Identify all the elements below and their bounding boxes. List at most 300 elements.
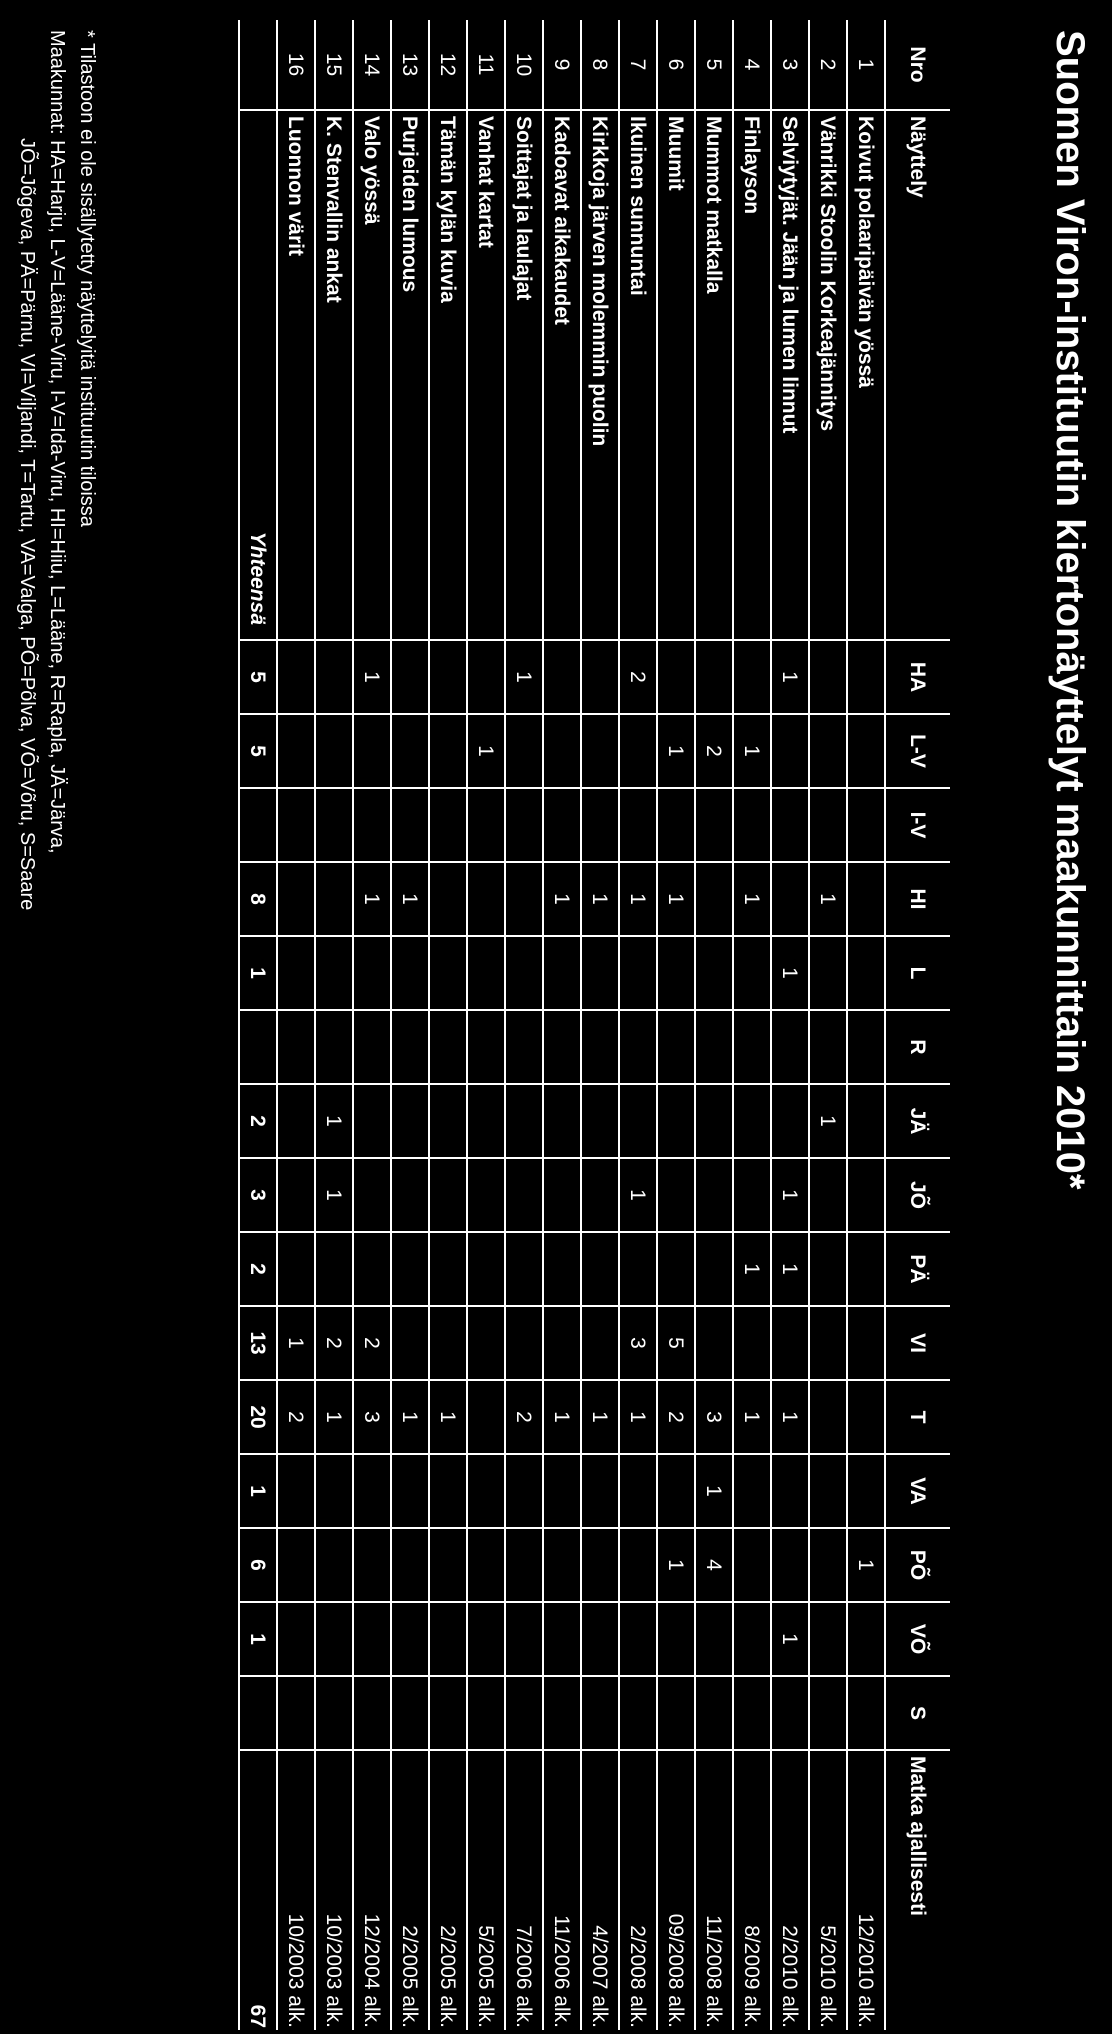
region-count: 1 [809,862,847,936]
region-count [847,1010,885,1084]
region-count [353,714,391,788]
total-row [239,20,277,2030]
region-count: 1 [733,1232,771,1306]
exhibition-name: Luonnon värit [277,110,315,640]
region-count [543,1306,581,1380]
region-count [467,1306,505,1380]
region-count [657,1084,695,1158]
region-count [581,788,619,862]
table-row [391,20,429,2030]
region-count [695,640,733,714]
trip-start: 5/2010 alk. [809,1750,847,2030]
region-count [391,1602,429,1676]
region-count [277,1158,315,1232]
region-count: 5 [657,1306,695,1380]
region-count [391,1676,429,1750]
region-count [809,1528,847,1602]
region-count [315,714,353,788]
region-count [467,788,505,862]
region-count: 1 [277,1306,315,1380]
region-count: 1 [733,1380,771,1454]
exhibition-name: Ikuinen sunnuntai [619,110,657,640]
region-count [543,788,581,862]
region-count: 1 [467,714,505,788]
region-count [847,640,885,714]
region-count [543,1010,581,1084]
footnote-regions-continued: JÕ=Jõgeva, PÄ=Pärnu, VI=Viljandi, T=Tartu, VA=Valga, PÕ=Põlva, VÕ=Võru, S=Saare [16,138,38,911]
region-count [657,788,695,862]
region-count [809,1010,847,1084]
region-count [619,1232,657,1306]
header-region-ha: HA [885,640,950,714]
region-count [277,1602,315,1676]
region-count [847,1232,885,1306]
region-count [733,1528,771,1602]
region-count [581,1084,619,1158]
header-region-i-v: I-V [885,788,950,862]
region-count [619,1454,657,1528]
table-row [277,20,315,2030]
region-count [277,1528,315,1602]
region-count [429,1602,467,1676]
exhibition-name: Finlayson [733,110,771,640]
region-count [657,936,695,1010]
region-count [771,1528,809,1602]
region-count [695,1676,733,1750]
region-count [543,1528,581,1602]
exhibition-name: Kirkkoja järven molemmin puolin [581,110,619,640]
row-number: 13 [398,52,422,77]
row-number: 5 [702,58,726,71]
row-number: 1 [854,58,878,71]
header-region-l-v: L-V [885,714,950,788]
region-count [847,1380,885,1454]
region-count [353,1528,391,1602]
region-count [543,1602,581,1676]
region-count [505,714,543,788]
header-region-l: L [885,936,950,1010]
region-count [353,936,391,1010]
row-number: 7 [626,58,650,71]
exhibition-name: Valo yössä [353,110,391,640]
region-count: 1 [657,1528,695,1602]
region-count [847,1454,885,1528]
table-row [771,20,809,2030]
total-region-count: 5 [239,714,277,788]
total-region-count: 6 [239,1528,277,1602]
row-number: 15 [322,52,346,77]
region-count [619,714,657,788]
region-count [353,1010,391,1084]
region-count: 1 [733,714,771,788]
table-row [733,20,771,2030]
region-count: 1 [391,862,429,936]
region-count [581,1232,619,1306]
region-count [353,788,391,862]
header-region-pä: PÄ [885,1232,950,1306]
region-count [505,862,543,936]
region-count [695,1010,733,1084]
region-count [809,936,847,1010]
row-number: 11 [474,53,498,76]
total-region-count: 3 [239,1158,277,1232]
region-count [771,1676,809,1750]
region-count: 1 [353,862,391,936]
table-header-row [885,20,950,2030]
row-number: 10 [512,52,536,77]
region-count [847,862,885,936]
region-count: 2 [353,1306,391,1380]
region-count [543,1232,581,1306]
region-count [315,936,353,1010]
region-count [657,1676,695,1750]
trip-start: 2/2005 alk. [429,1750,467,2030]
trip-start: 10/2003 alk. [277,1750,315,2030]
region-count [467,640,505,714]
exhibition-name: Purjeiden lumous [391,110,429,640]
region-count [277,1010,315,1084]
total-label: Yhteensä [239,110,277,640]
region-count [581,936,619,1010]
exhibition-name: Vänrikki Stoolin Korkeajännitys [809,110,847,640]
region-count [619,1010,657,1084]
region-count: 2 [657,1380,695,1454]
region-count [543,1158,581,1232]
region-count: 1 [771,640,809,714]
region-count [391,1306,429,1380]
trip-start: 11/2006 alk. [543,1750,581,2030]
region-count: 1 [771,1380,809,1454]
total-blank-cell [239,20,277,110]
row-number: 9 [550,58,574,71]
exhibitions-table [238,20,950,2030]
region-count [467,1232,505,1306]
exhibition-name: Tämän kylän kuvia [429,110,467,640]
region-count [809,1306,847,1380]
region-count [467,936,505,1010]
region-count [429,1528,467,1602]
region-count [315,1454,353,1528]
region-count [353,1676,391,1750]
region-count [315,640,353,714]
region-count: 2 [277,1380,315,1454]
region-count: 1 [847,1528,885,1602]
region-count [733,1084,771,1158]
region-count: 1 [619,1158,657,1232]
region-count [809,1454,847,1528]
region-count [809,788,847,862]
region-count [695,1158,733,1232]
trip-start: 2/2008 alk. [619,1750,657,2030]
region-count: 1 [619,862,657,936]
row-number: 2 [816,58,840,71]
header-region-võ: VÕ [885,1602,950,1676]
region-count [847,1306,885,1380]
region-count [581,1158,619,1232]
trip-start: 4/2007 alk. [581,1750,619,2030]
region-count [391,1084,429,1158]
header-region-r: R [885,1010,950,1084]
region-count [391,640,429,714]
row-number: 16 [284,52,308,77]
header-region-hi: HI [885,862,950,936]
region-count [809,1380,847,1454]
table-row [315,20,353,2030]
exhibition-name: Mummot matkalla [695,110,733,640]
total-region-count [239,788,277,862]
region-count [429,1010,467,1084]
region-count: 1 [315,1084,353,1158]
region-count [429,1454,467,1528]
region-count: 1 [771,1232,809,1306]
total-region-count [239,1676,277,1750]
region-count [847,1158,885,1232]
row-number: 4 [740,58,764,71]
region-count [619,1676,657,1750]
region-count [619,936,657,1010]
region-count [695,1602,733,1676]
region-count [809,1158,847,1232]
region-count [353,1084,391,1158]
footnote-exclusion: * Tilastoon ei ole sisällytetty näyttelyitä instituutin tiloissa [76,30,98,527]
region-count [733,1010,771,1084]
table-row [505,20,543,2030]
region-count [353,1232,391,1306]
region-count [695,862,733,936]
exhibition-name: Koivut polaaripäivän yössä [847,110,885,640]
trip-start: 12/2004 alk. [353,1750,391,2030]
table-row [619,20,657,2030]
region-count [429,1306,467,1380]
table-row [809,20,847,2030]
region-count [809,640,847,714]
region-count [581,1602,619,1676]
region-count: 1 [657,862,695,936]
region-count [505,788,543,862]
region-count [391,1158,429,1232]
region-count [771,714,809,788]
region-count [467,1602,505,1676]
region-count [429,714,467,788]
region-count: 1 [391,1380,429,1454]
page-title: Suomen Viron-instituutin kiertonäyttelyt maakunnittain 2010* [1048,30,1092,1190]
region-count [467,862,505,936]
region-count: 3 [353,1380,391,1454]
region-count [277,862,315,936]
total-region-count: 13 [239,1306,277,1380]
table-row [429,20,467,2030]
trip-start: 09/2008 alk. [657,1750,695,2030]
table-row [353,20,391,2030]
region-count: 2 [315,1306,353,1380]
region-count [505,936,543,1010]
total-region-count: 2 [239,1232,277,1306]
region-count: 1 [505,640,543,714]
exhibition-name: K. Stenvallin ankat [315,110,353,640]
region-count [391,1010,429,1084]
region-count [505,1676,543,1750]
region-count [847,1084,885,1158]
region-count [315,1010,353,1084]
region-count [733,1158,771,1232]
region-count [543,1084,581,1158]
table-row [847,20,885,2030]
region-count [277,640,315,714]
region-count [619,1084,657,1158]
trip-start: 2/2010 alk. [771,1750,809,2030]
region-count [429,788,467,862]
region-count [733,1602,771,1676]
region-count [277,714,315,788]
exhibition-name: Muumit [657,110,695,640]
exhibition-name: Soittajat ja laulajat [505,110,543,640]
region-count [277,1676,315,1750]
total-region-count: 2 [239,1084,277,1158]
region-count [847,1676,885,1750]
table-row [695,20,733,2030]
region-count [581,1306,619,1380]
region-count [581,1676,619,1750]
region-count [619,1528,657,1602]
total-region-count: 20 [239,1380,277,1454]
trip-start: 2/2005 alk. [391,1750,429,2030]
region-count [657,1158,695,1232]
row-number: 8 [588,58,612,71]
region-count [353,1158,391,1232]
region-count [581,1454,619,1528]
region-count [429,1232,467,1306]
region-count [695,788,733,862]
trip-start: 11/2008 alk. [695,1750,733,2030]
region-count [391,1528,429,1602]
trip-start: 7/2006 alk. [505,1750,543,2030]
region-count [429,1158,467,1232]
region-count [695,1306,733,1380]
region-count: 4 [695,1528,733,1602]
region-count [391,714,429,788]
region-count [505,1010,543,1084]
region-count [581,1528,619,1602]
region-count [467,1158,505,1232]
region-count: 1 [315,1158,353,1232]
region-count [505,1158,543,1232]
header-region-jõ: JÕ [885,1158,950,1232]
region-count: 3 [695,1380,733,1454]
header-trip: Matka ajallisesti [885,1750,950,2030]
region-count: 1 [771,936,809,1010]
region-count [581,640,619,714]
footnote-regions: Maakunnat: HA=Harju, L-V=Lääne-Viru, I-V=Ida-Viru, HI=Hiiu, L=Lääne, R=Rapla, JÄ=Järva, [46,30,68,854]
header-region-jä: JÄ [885,1084,950,1158]
region-count [505,1602,543,1676]
region-count [505,1306,543,1380]
header-region-t: T [885,1380,950,1454]
region-count [391,936,429,1010]
total-region-count: 1 [239,1454,277,1528]
region-count [315,1528,353,1602]
region-count [467,1380,505,1454]
region-count [619,788,657,862]
region-count [543,1676,581,1750]
region-count [391,1454,429,1528]
region-count [657,640,695,714]
region-count [771,1010,809,1084]
region-count [315,1232,353,1306]
table-body [239,20,885,2030]
region-count [543,714,581,788]
region-count [847,936,885,1010]
region-count [277,1454,315,1528]
region-count [353,1602,391,1676]
region-count [847,714,885,788]
region-count [619,1602,657,1676]
region-count [733,1306,771,1380]
region-count [429,862,467,936]
region-count: 1 [543,862,581,936]
footnotes [12,30,102,910]
region-count: 3 [619,1306,657,1380]
region-count: 1 [315,1380,353,1454]
header-exhibition: Näyttely [885,110,950,640]
region-count [505,1084,543,1158]
table-row [467,20,505,2030]
region-count [695,1084,733,1158]
region-count [467,1676,505,1750]
region-count [771,1084,809,1158]
region-count: 1 [581,862,619,936]
region-count [657,1602,695,1676]
region-count [543,1454,581,1528]
row-number: 6 [664,58,688,71]
region-count [809,1232,847,1306]
region-count [315,1602,353,1676]
region-count [657,1010,695,1084]
trip-start: 10/2003 alk. [315,1750,353,2030]
region-count [391,788,429,862]
region-count [467,1528,505,1602]
region-count [657,1232,695,1306]
region-count [467,1084,505,1158]
trip-start: 12/2010 alk. [847,1750,885,2030]
header-region-va: VA [885,1454,950,1528]
region-count: 1 [771,1602,809,1676]
region-count [733,1676,771,1750]
region-count [543,936,581,1010]
total-region-count: 1 [239,936,277,1010]
region-count [733,1454,771,1528]
region-count [315,1676,353,1750]
row-number: 12 [436,52,460,77]
region-count [277,936,315,1010]
table-row [543,20,581,2030]
region-count: 2 [505,1380,543,1454]
region-count [315,788,353,862]
region-count [467,1454,505,1528]
region-count [429,640,467,714]
region-count [581,714,619,788]
region-count [771,788,809,862]
region-count: 1 [657,714,695,788]
region-count [809,714,847,788]
total-region-count: 8 [239,862,277,936]
region-count [429,1676,467,1750]
exhibition-name: Vanhat kartat [467,110,505,640]
region-count: 1 [353,640,391,714]
region-count [277,788,315,862]
region-count [277,1084,315,1158]
region-count [277,1232,315,1306]
total-region-count: 1 [239,1602,277,1676]
